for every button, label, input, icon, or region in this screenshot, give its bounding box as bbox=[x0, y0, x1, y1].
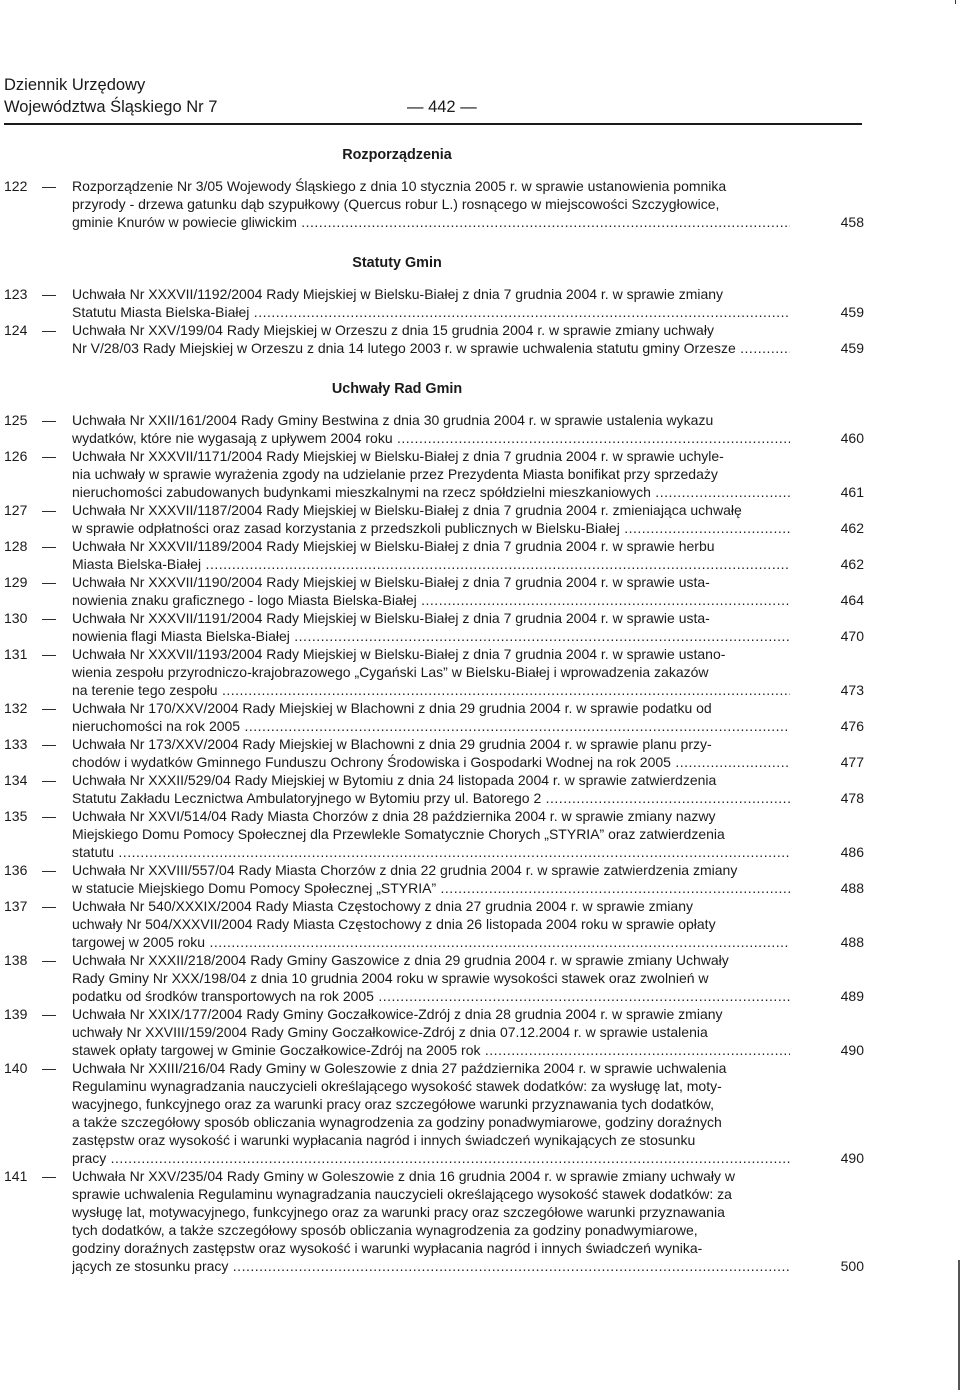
entry-title bbox=[72, 771, 790, 807]
toc-entry[interactable] bbox=[4, 573, 864, 609]
section-title: Statuty Gmin bbox=[352, 255, 442, 271]
entry-title-line bbox=[72, 1095, 790, 1113]
entry-title-line bbox=[72, 465, 790, 483]
entry-title bbox=[72, 951, 790, 1005]
dot-leader bbox=[228, 1258, 790, 1274]
toc-entry[interactable] bbox=[4, 1005, 864, 1059]
entry-dash: — bbox=[42, 808, 56, 824]
entry-title-text: wydatków, które nie wygasają z upływem 2004 roku bbox=[72, 430, 393, 446]
entry-title-line bbox=[72, 339, 790, 357]
entry-title-line bbox=[72, 483, 790, 501]
entry-number: 139 bbox=[4, 1006, 28, 1022]
entry-title-line bbox=[72, 195, 790, 213]
entry-title-text: podatku od środków transportowych na rok 2005 bbox=[72, 988, 374, 1004]
entry-page-number: 462 bbox=[840, 556, 864, 572]
entry-title-text: Miasta Bielska-Białej bbox=[72, 556, 202, 572]
entry-title-line bbox=[72, 627, 790, 645]
entry-title-line bbox=[72, 1113, 790, 1131]
entry-title-text: Uchwała Nr 173/XXV/2004 Rady Miejskiej w Blachowni z dnia 29 grudnia 2004 r. w sprawie planu przy- bbox=[72, 736, 712, 752]
dot-leader bbox=[205, 934, 790, 950]
dot-leader bbox=[297, 214, 790, 230]
entry-title-line bbox=[72, 843, 790, 861]
toc-entry[interactable] bbox=[4, 1059, 864, 1167]
entry-title-text: uchwały Nr 504/XXXVII/2004 Rady Miasta Częstochowy z dnia 26 listopada 2004 roku w sprawie opłaty bbox=[72, 916, 716, 932]
entry-number: 129 bbox=[4, 574, 28, 590]
entry-dash: — bbox=[42, 574, 56, 590]
entry-title-text: Regulaminu wynagradzania nauczycieli określającego wysokość stawek dodatków: za wysługę lat, moty- bbox=[72, 1078, 722, 1094]
entry-title-line bbox=[72, 807, 790, 825]
toc-entry[interactable] bbox=[4, 411, 864, 447]
entry-title-line bbox=[72, 933, 790, 951]
toc-entry[interactable] bbox=[4, 285, 864, 321]
toc-entry[interactable] bbox=[4, 861, 864, 897]
toc-entry[interactable] bbox=[4, 609, 864, 645]
entry-dash: — bbox=[42, 1006, 56, 1022]
entry-title-line bbox=[72, 321, 790, 339]
entry-dash: — bbox=[42, 646, 56, 662]
entry-title bbox=[72, 573, 790, 609]
dot-leader bbox=[249, 304, 790, 320]
entry-title-line bbox=[72, 789, 790, 807]
entry-title-line bbox=[72, 879, 790, 897]
entry-dash: — bbox=[42, 700, 56, 716]
entry-number: 128 bbox=[4, 538, 28, 554]
entry-title-text: Rady Gminy Nr XXX/198/04 z dnia 10 grudnia 2004 roku w sprawie wysokości stawek oraz zwolnień w bbox=[72, 970, 709, 986]
toc-entry[interactable] bbox=[4, 771, 864, 807]
entry-dash: — bbox=[42, 952, 56, 968]
entry-title-text: Uchwała Nr 540/XXXIX/2004 Rady Miasta Częstochowy z dnia 27 grudnia 2004 r. w sprawie zmiany bbox=[72, 898, 693, 914]
toc-entry[interactable] bbox=[4, 807, 864, 861]
entry-title bbox=[72, 645, 790, 699]
entry-page-number: 459 bbox=[840, 304, 864, 320]
entry-title-text: wysługę lat, motywacyjnego, funkcyjnego oraz za warunki pracy oraz szczegółowe warunki przyznawania bbox=[72, 1204, 725, 1220]
entry-dash: — bbox=[42, 736, 56, 752]
toc-entry[interactable] bbox=[4, 447, 864, 501]
entry-title-line bbox=[72, 213, 790, 231]
entry-title-text: Uchwała Nr XXXVII/1190/2004 Rady Miejskiej w Bielsku-Białej z dnia 7 grudnia 2004 r. w sprawie usta- bbox=[72, 574, 710, 590]
entry-title-text: Uchwała Nr XXV/235/04 Rady Gminy w Goleszowie z dnia 16 grudnia 2004 r. w sprawie zmiany uchwały w bbox=[72, 1168, 735, 1184]
entry-title-text: Uchwała Nr XXXVII/1193/2004 Rady Miejskiej w Bielsku-Białej z dnia 7 grudnia 2004 r. w sprawie ustano- bbox=[72, 646, 726, 662]
corner-mark bbox=[955, 0, 960, 4]
entry-dash: — bbox=[42, 286, 56, 302]
journal-title: Dziennik Urzędowy bbox=[4, 76, 146, 94]
entry-title-line bbox=[72, 177, 790, 195]
entry-title-line bbox=[72, 1167, 790, 1185]
entry-number: 125 bbox=[4, 412, 28, 428]
entry-page-number: 477 bbox=[840, 754, 864, 770]
entry-title-line bbox=[72, 861, 790, 879]
entry-title-text: Uchwała Nr 170/XXV/2004 Rady Miejskiej w Blachowni z dnia 29 grudnia 2004 r. w sprawie podatku od bbox=[72, 700, 712, 716]
dot-leader bbox=[240, 718, 790, 734]
entry-title bbox=[72, 897, 790, 951]
entry-title-line bbox=[72, 1257, 790, 1275]
dot-leader bbox=[481, 1042, 790, 1058]
entry-title-line bbox=[72, 645, 790, 663]
entry-title-text: nowienia znaku graficznego - logo Miasta Bielska-Białej bbox=[72, 592, 417, 608]
entry-title-text: Uchwała Nr XXVIII/557/04 Rady Miasta Chorzów z dnia 22 grudnia 2004 r. w sprawie zatwierdzenia zmiany bbox=[72, 862, 738, 878]
entry-number: 130 bbox=[4, 610, 28, 626]
entry-title bbox=[72, 1167, 790, 1275]
entry-title-line bbox=[72, 699, 790, 717]
toc-entry[interactable] bbox=[4, 645, 864, 699]
entry-title-line bbox=[72, 1023, 790, 1041]
entry-page-number: 486 bbox=[840, 844, 864, 860]
dot-leader bbox=[106, 1150, 790, 1166]
entry-number: 132 bbox=[4, 700, 28, 716]
entry-title-text: Uchwała Nr XXXVII/1171/2004 Rady Miejskiej w Bielsku-Białej z dnia 7 grudnia 2004 r. w sprawie uchyle- bbox=[72, 448, 724, 464]
entry-title bbox=[72, 501, 790, 537]
toc-entry[interactable] bbox=[4, 735, 864, 771]
entry-number: 134 bbox=[4, 772, 28, 788]
entry-title-line bbox=[72, 897, 790, 915]
entry-title-text: Uchwała Nr XXXII/529/04 Rady Miejskiej w Bytomiu z dnia 24 listopada 2004 r. w sprawie zatwierdzenia bbox=[72, 772, 717, 788]
entry-page-number: 490 bbox=[840, 1042, 864, 1058]
entry-title-text: nia uchwały w sprawie wyrażenia zgody na udzielanie przez Prezydenta Miasta bonifikat przy sprzedaży bbox=[72, 466, 718, 482]
entry-title-text: Uchwała Nr XXIII/216/04 Rady Gminy w Goleszowie z dnia 27 października 2004 r. w sprawie uchwalenia bbox=[72, 1060, 727, 1076]
entry-title-text: Nr V/28/03 Rady Miejskiej w Orzeszu z dnia 14 lutego 2003 r. w sprawie uchwalenia statutu gminy Orzesze bbox=[72, 340, 736, 356]
entry-title-text: Statutu Miasta Bielska-Białej bbox=[72, 304, 250, 320]
entry-title-line bbox=[72, 303, 790, 321]
entry-title-line bbox=[72, 1185, 790, 1203]
entry-dash: — bbox=[42, 538, 56, 554]
dot-leader bbox=[374, 988, 790, 1004]
entry-title-line bbox=[72, 1239, 790, 1257]
entry-number: 137 bbox=[4, 898, 28, 914]
entry-page-number: 459 bbox=[840, 340, 864, 356]
entry-number: 124 bbox=[4, 322, 28, 338]
entry-title-line bbox=[72, 1005, 790, 1023]
entry-title bbox=[72, 807, 790, 861]
entry-dash: — bbox=[42, 1168, 56, 1184]
entry-title-text: Uchwała Nr XXII/161/2004 Rady Gminy Bestwina z dnia 30 grudnia 2004 r. w sprawie ustalenia wykazu bbox=[72, 412, 714, 428]
entry-title-line bbox=[72, 1059, 790, 1077]
dot-leader bbox=[114, 844, 790, 860]
dot-leader bbox=[736, 340, 790, 356]
entry-title bbox=[72, 699, 790, 735]
entry-title-text: pracy bbox=[72, 1150, 107, 1166]
entry-title-line bbox=[72, 825, 790, 843]
page-number: — 442 — bbox=[407, 98, 477, 116]
dot-leader bbox=[417, 592, 790, 608]
entry-title-line bbox=[72, 519, 790, 537]
entry-title-line bbox=[72, 501, 790, 519]
entry-title-text: statutu bbox=[72, 844, 115, 860]
entry-title-text: chodów i wydatków Gminnego Funduszu Ochrony Środowiska i Gospodarki Wodnej na rok 2005 bbox=[72, 754, 671, 770]
entry-dash: — bbox=[42, 322, 56, 338]
entry-number: 136 bbox=[4, 862, 28, 878]
entry-title bbox=[72, 321, 790, 357]
toc-entry[interactable] bbox=[4, 537, 864, 573]
entry-page-number: 470 bbox=[840, 628, 864, 644]
entry-title bbox=[72, 1059, 790, 1167]
entry-number: 135 bbox=[4, 808, 28, 824]
entry-title-text: sprawie uchwalenia Regulaminu wynagradzania nauczycieli określającego wysokość stawek dodatków: za bbox=[72, 1186, 732, 1202]
entry-title-text: wacyjnego, funkcyjnego oraz za warunki pracy oraz szczegółowe warunki przyznawania tych dodatków, bbox=[72, 1096, 714, 1112]
entry-title-text: Uchwała Nr XXXVII/1191/2004 Rady Miejskiej w Bielsku-Białej z dnia 7 grudnia 2004 r. w sprawie usta- bbox=[72, 610, 710, 626]
toc-entry[interactable] bbox=[4, 321, 864, 357]
entry-number: 131 bbox=[4, 646, 28, 662]
entry-title-line bbox=[72, 537, 790, 555]
dot-leader bbox=[436, 880, 790, 896]
entry-title-line bbox=[72, 987, 790, 1005]
entry-title-text: Uchwała Nr XXXVII/1192/2004 Rady Miejskiej w Bielsku-Białej z dnia 7 grudnia 2004 r. w sprawie zmiany bbox=[72, 286, 724, 302]
entry-dash: — bbox=[42, 448, 56, 464]
entry-title-text: Uchwała Nr XXXII/218/2004 Rady Gminy Gaszowice z dnia 29 grudnia 2004 r. w sprawie zmiany Uchwały bbox=[72, 952, 729, 968]
entry-title bbox=[72, 609, 790, 645]
entry-title-text: Uchwała Nr XXVI/514/04 Rady Miasta Chorzów z dnia 28 października 2004 r. w sprawie zmiany nazwy bbox=[72, 808, 716, 824]
entry-dash: — bbox=[42, 898, 56, 914]
entry-title-text: Uchwała Nr XXIX/177/2004 Rady Gminy Goczałkowice-Zdrój z dnia 28 grudnia 2004 r. w sprawie zmiany bbox=[72, 1006, 723, 1022]
entry-title-text: w statucie Miejskiego Domu Pomocy Społecznej „STYRIA” bbox=[72, 880, 437, 896]
entry-title-line bbox=[72, 1149, 790, 1167]
entry-title-line bbox=[72, 681, 790, 699]
toc-entry[interactable] bbox=[4, 1167, 864, 1275]
section-title: Rozporządzenia bbox=[342, 147, 452, 163]
entry-page-number: 500 bbox=[840, 1258, 864, 1274]
entry-title-text: Statutu Zakładu Lecznictwa Ambulatoryjnego w Bytomiu przy ul. Batorego 2 bbox=[72, 790, 542, 806]
entry-title bbox=[72, 285, 790, 321]
entry-title-line bbox=[72, 951, 790, 969]
entry-page-number: 490 bbox=[840, 1150, 864, 1166]
entry-page-number: 488 bbox=[840, 934, 864, 950]
entry-title-text: godziny doraźnych zastępstw oraz wysokość i warunki wypłacania nagród i innych świadczeń wynika- bbox=[72, 1240, 703, 1256]
entry-dash: — bbox=[42, 502, 56, 518]
header-rule bbox=[4, 123, 862, 125]
dot-leader bbox=[290, 628, 790, 644]
entry-page-number: 478 bbox=[840, 790, 864, 806]
entry-dash: — bbox=[42, 862, 56, 878]
toc-entry[interactable] bbox=[4, 897, 864, 951]
entry-title-line bbox=[72, 573, 790, 591]
entry-title-line bbox=[72, 1041, 790, 1059]
entry-number: 141 bbox=[4, 1168, 28, 1184]
entry-title-line bbox=[72, 1077, 790, 1095]
entry-title-line bbox=[72, 609, 790, 627]
entry-title-line bbox=[72, 555, 790, 573]
entry-dash: — bbox=[42, 178, 56, 194]
entry-title-line bbox=[72, 771, 790, 789]
entry-page-number: 488 bbox=[840, 880, 864, 896]
entry-title bbox=[72, 861, 790, 897]
entry-number: 122 bbox=[4, 178, 28, 194]
entry-dash: — bbox=[42, 1060, 56, 1076]
entry-page-number: 476 bbox=[840, 718, 864, 734]
dot-leader bbox=[620, 520, 790, 536]
entry-title-text: uchwały Nr XXVIII/159/2004 Rady Gminy Goczałkowice-Zdrój z dnia 07.12.2004 r. w sprawie ustalenia bbox=[72, 1024, 708, 1040]
entry-number: 123 bbox=[4, 286, 28, 302]
table-of-contents bbox=[4, 143, 864, 1275]
entry-title-text: jących ze stosunku pracy bbox=[72, 1258, 229, 1274]
entry-title-text: tych dodatków, a także szczegółowy sposób obliczania wynagrodzenia za godziny ponadwymiarowe, bbox=[72, 1222, 698, 1238]
entry-title bbox=[72, 177, 790, 231]
entry-number: 140 bbox=[4, 1060, 28, 1076]
entry-dash: — bbox=[42, 772, 56, 788]
entry-title-text: a także szczegółowy sposób obliczania wynagrodzenia za godziny ponadwymiarowe, godziny doraźnych bbox=[72, 1114, 722, 1130]
entry-title-text: przyrody - drzewa gatunku dąb szypułkowy (Quercus robur L.) rosnącego w miejscowości Szczygłowice, bbox=[72, 196, 720, 212]
entry-dash: — bbox=[42, 412, 56, 428]
entry-page-number: 460 bbox=[840, 430, 864, 446]
entry-title-text: nieruchomości zabudowanych budynkami mieszkalnymi na rzecz spółdzielni mieszkaniowych bbox=[72, 484, 651, 500]
entry-title-line bbox=[72, 429, 790, 447]
entry-title-text: targowej w 2005 roku bbox=[72, 934, 206, 950]
entry-page-number: 458 bbox=[840, 214, 864, 230]
entry-title bbox=[72, 411, 790, 447]
entry-page-number: 473 bbox=[840, 682, 864, 698]
entry-number: 138 bbox=[4, 952, 28, 968]
entry-number: 133 bbox=[4, 736, 28, 752]
entry-page-number: 489 bbox=[840, 988, 864, 1004]
entry-title-text: stawek opłaty targowej w Gminie Goczałkowice-Zdrój na 2005 rok bbox=[72, 1042, 481, 1058]
entry-page-number: 461 bbox=[840, 484, 864, 500]
entry-title bbox=[72, 537, 790, 573]
entry-title-line bbox=[72, 735, 790, 753]
dot-leader bbox=[201, 556, 790, 572]
entry-title-line bbox=[72, 285, 790, 303]
entry-title-text: zastępstw oraz wysokość i warunki wypłacania nagród i innych świadczeń wynikających ze stosunku bbox=[72, 1132, 696, 1148]
toc-entry[interactable] bbox=[4, 699, 864, 735]
section-title: Uchwały Rad Gmin bbox=[331, 381, 463, 397]
entry-title-text: wienia zespołu przyrodniczo-krajobrazowego „Cygański Las” w Bielsku-Białej i wprowadzenia zakazów bbox=[72, 664, 709, 680]
entry-title-line bbox=[72, 753, 790, 771]
entry-title-line bbox=[72, 447, 790, 465]
entry-title-text: gminie Knurów w powiecie gliwickim bbox=[72, 214, 297, 230]
toc-entry[interactable] bbox=[4, 951, 864, 1005]
entry-page-number: 464 bbox=[840, 592, 864, 608]
entry-title bbox=[72, 735, 790, 771]
entry-title-text: Uchwała Nr XXV/199/04 Rady Miejskiej w Orzeszu z dnia 15 grudnia 2004 r. w sprawie zmiany uchwały bbox=[72, 322, 714, 338]
journal-subtitle: Województwa Śląskiego Nr 7 bbox=[4, 98, 218, 116]
entry-title bbox=[72, 1005, 790, 1059]
page-header bbox=[4, 74, 864, 118]
dot-leader bbox=[218, 682, 790, 698]
dot-leader bbox=[541, 790, 790, 806]
entry-title-line bbox=[72, 663, 790, 681]
entry-title bbox=[72, 447, 790, 501]
toc-entry[interactable] bbox=[4, 501, 864, 537]
entry-title-line bbox=[72, 915, 790, 933]
entry-title-text: Uchwała Nr XXXVII/1187/2004 Rady Miejskiej w Bielsku-Białej z dnia 7 grudnia 2004 r. zmieniająca uchwałę bbox=[72, 502, 742, 518]
entry-title-text: nieruchomości na rok 2005 bbox=[72, 718, 241, 734]
dot-leader bbox=[393, 430, 790, 446]
entry-number: 127 bbox=[4, 502, 28, 518]
entry-title-line bbox=[72, 1221, 790, 1239]
dot-leader bbox=[651, 484, 790, 500]
entry-title-line bbox=[72, 1203, 790, 1221]
entry-title-text: w sprawie odpłatności oraz zasad korzystania z przedszkoli publicznych w Bielsku-Białej bbox=[72, 520, 620, 536]
entry-title-line bbox=[72, 411, 790, 429]
entry-dash: — bbox=[42, 610, 56, 626]
entry-page-number: 462 bbox=[840, 520, 864, 536]
entry-title-text: Rozporządzenie Nr 3/05 Wojewody Śląskiego z dnia 10 stycznia 2005 r. w sprawie ustanowienia pomnika bbox=[72, 178, 727, 194]
entry-title-line bbox=[72, 591, 790, 609]
entry-title-text: Uchwała Nr XXXVII/1189/2004 Rady Miejskiej w Bielsku-Białej z dnia 7 grudnia 2004 r. w sprawie herbu bbox=[72, 538, 715, 554]
entry-title-line bbox=[72, 717, 790, 735]
entry-title-line bbox=[72, 969, 790, 987]
entry-title-line bbox=[72, 1131, 790, 1149]
entry-number: 126 bbox=[4, 448, 28, 464]
toc-entry[interactable] bbox=[4, 177, 864, 231]
dot-leader bbox=[671, 754, 790, 770]
entry-title-text: Miejskiego Domu Pomocy Społecznej dla Przewlekle Somatycznie Chorych „STYRIA” oraz zatwierdzenia bbox=[72, 826, 725, 842]
entry-title-text: nowienia flagi Miasta Bielska-Białej bbox=[72, 628, 290, 644]
entry-title-text: na terenie tego zespołu bbox=[72, 682, 218, 698]
